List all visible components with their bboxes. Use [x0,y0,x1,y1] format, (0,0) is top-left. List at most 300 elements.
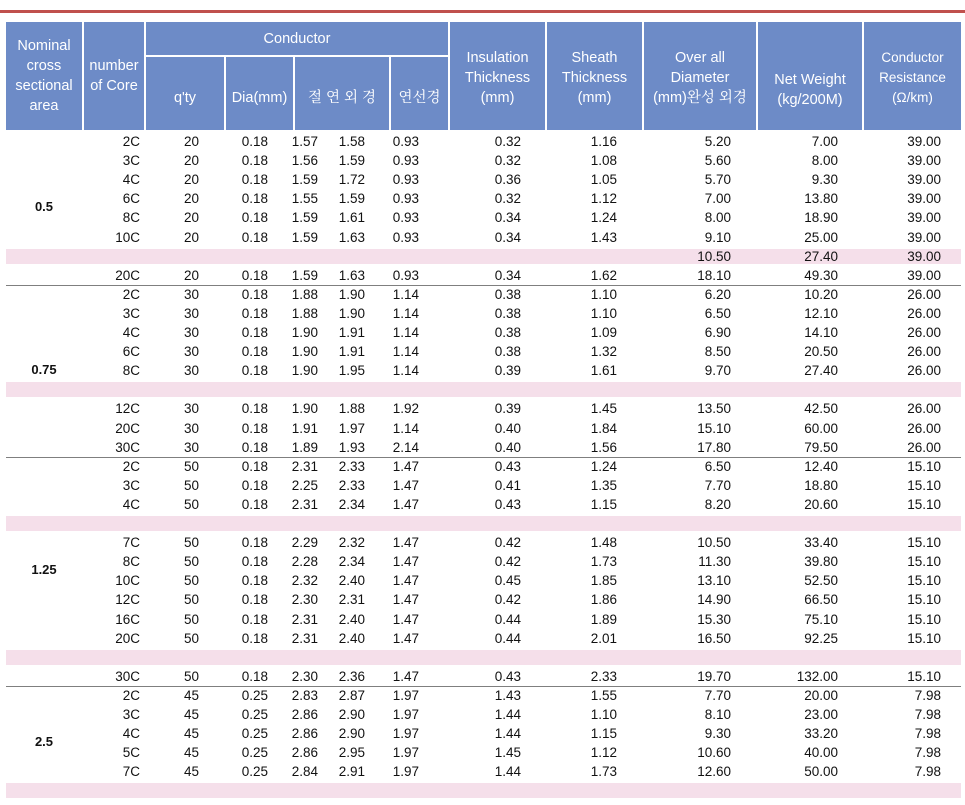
cell-insulation: 0.44 [494,630,521,646]
cell-qty: 50 [183,496,199,512]
cell-resistance: 26.00 [907,305,941,321]
cell-insul-od-a: 2.31 [291,458,318,474]
cell-weight: 20.50 [804,344,838,360]
cell-strand: 1.47 [392,477,419,493]
group-label: 0.5 [34,199,54,215]
cell-weight: 27.40 [804,248,838,264]
cell-insul-od-a: 1.59 [291,210,318,226]
cell-sheath: 2.33 [590,668,617,684]
cell-weight: 66.50 [804,592,838,608]
cell-dia: 0.25 [241,764,268,780]
cell-weight: 9.30 [811,172,838,188]
cell-dia: 0.18 [241,401,268,417]
cell-cores: 5C [122,745,140,761]
cell-overall: 8.20 [704,496,731,512]
cell-qty: 20 [183,267,199,283]
cell-qty: 20 [183,172,199,188]
cell-insul-od-b: 1.72 [338,172,365,188]
cell-insul-od-a: 1.89 [291,439,318,455]
header-weight: Net Weight (kg/200M) [774,72,846,108]
cell-strand: 1.97 [392,764,419,780]
group-label: 1.25 [31,562,57,578]
cell-insulation: 0.34 [494,267,521,283]
cell-sheath: 1.10 [590,305,617,321]
cell-overall: 5.70 [704,172,731,188]
cell-insul-od-a: 2.30 [291,668,318,684]
group-label: 0.75 [31,361,57,377]
cell-sheath: 1.12 [590,191,617,207]
cell-weight: 40.00 [804,745,838,761]
cell-cores: 2C [122,687,140,703]
group-label: 2.5 [34,734,54,750]
cell-dia: 0.18 [241,210,268,226]
cell-dia: 0.18 [241,191,268,207]
cell-cores: 30C [115,668,140,684]
cell-insul-od-b: 2.91 [338,764,365,780]
header-strand: 연선경 [398,89,441,106]
cell-dia: 0.18 [241,439,268,455]
cell-insulation: 0.42 [494,535,521,551]
cell-insulation: 0.42 [494,554,521,570]
cell-dia: 0.18 [241,305,268,321]
cell-dia: 0.25 [241,707,268,722]
cell-insul-od-a: 1.90 [291,344,318,360]
highlight-band [6,783,961,798]
cell-insul-od-a: 2.84 [291,764,318,780]
cell-insul-od-b: 1.63 [338,229,365,245]
cell-qty: 30 [183,401,199,417]
cell-weight: 18.90 [804,210,838,226]
cell-sheath: 1.24 [590,210,617,226]
cell-weight: 39.80 [804,554,838,570]
cell-dia: 0.18 [241,668,268,684]
cell-dia: 0.18 [241,153,268,169]
cell-resistance: 26.00 [907,363,941,379]
cell-sheath: 1.89 [590,611,617,627]
cell-overall: 9.10 [704,229,731,245]
highlight-band [6,516,961,531]
cell-insul-od-a: 2.31 [291,611,318,627]
cell-overall: 9.30 [704,726,731,742]
cell-weight: 49.30 [804,267,838,283]
cell-strand: 1.47 [392,573,419,589]
cell-qty: 45 [183,745,199,761]
cell-sheath: 1.10 [590,707,617,722]
header-sheath: Sheath Thickness (mm) [561,50,628,106]
cell-insulation: 0.32 [494,134,521,149]
cell-overall: 19.70 [697,668,731,684]
cell-insul-od-a: 2.30 [291,592,318,608]
cell-resistance: 26.00 [907,439,941,455]
cell-strand: 1.14 [392,286,419,302]
cell-insul-od-b: 1.90 [338,305,365,321]
cell-sheath: 1.85 [590,573,617,589]
cell-weight: 25.00 [804,229,838,245]
cell-qty: 30 [183,305,199,321]
cell-dia: 0.18 [241,573,268,589]
cell-resistance: 26.00 [907,344,941,360]
cell-dia: 0.18 [241,611,268,627]
cell-weight: 75.10 [804,611,838,627]
cell-sheath: 1.09 [590,325,617,340]
cell-overall: 18.10 [697,267,731,283]
cell-insul-od-a: 1.91 [291,420,318,436]
cell-insul-od-a: 2.29 [291,535,318,551]
cell-sheath: 1.35 [590,477,617,493]
cell-insulation: 1.44 [494,726,521,742]
cell-resistance: 26.00 [907,401,941,417]
cell-insulation: 0.42 [494,592,521,608]
cell-qty: 50 [183,554,199,570]
cell-strand: 1.47 [392,630,419,646]
header-insul-od: 절 연 외 경 [307,89,377,106]
cell-insulation: 0.39 [494,401,521,417]
cell-sheath: 1.15 [590,726,617,742]
cell-strand: 0.93 [392,153,419,169]
header-insulation: Insulation Thickness (mm) [464,50,531,106]
cell-dia: 0.18 [241,325,268,340]
cell-resistance: 39.00 [907,153,941,169]
cell-strand: 1.97 [392,707,419,722]
cell-insul-od-b: 2.31 [338,592,365,608]
cell-resistance: 39.00 [907,210,941,226]
cell-insulation: 0.38 [494,344,521,360]
cell-cores: 20C [115,630,140,646]
cell-overall: 8.50 [704,344,731,360]
cell-overall: 7.70 [704,687,731,703]
cell-strand: 0.93 [392,191,419,207]
header-resistance: Conductor Resistance (Ω/km) [879,50,946,105]
cell-dia: 0.18 [241,554,268,570]
cell-weight: 18.80 [804,477,838,493]
cell-insulation: 1.44 [494,707,521,722]
cell-cores: 20C [115,420,140,436]
cell-qty: 30 [183,344,199,360]
cell-resistance: 26.00 [907,286,941,302]
cell-sheath: 2.01 [590,630,617,646]
cell-cores: 8C [122,210,140,226]
cell-resistance: 39.00 [907,172,941,188]
cell-overall: 5.20 [704,134,731,149]
cell-sheath: 1.32 [590,344,617,360]
cell-resistance: 26.00 [907,325,941,340]
cell-dia: 0.18 [241,286,268,302]
cell-insul-od-a: 2.86 [291,745,318,761]
cell-cores: 7C [122,535,140,551]
cell-insul-od-b: 2.90 [338,726,365,742]
cell-cores: 10C [115,229,140,245]
cell-overall: 7.00 [704,191,731,207]
cell-insul-od-b: 2.40 [338,573,365,589]
cell-cores: 8C [122,554,140,570]
cell-insul-od-a: 2.28 [291,554,318,570]
cell-weight: 12.10 [804,305,838,321]
cell-sheath: 1.15 [590,496,617,512]
cell-resistance: 39.00 [907,248,941,264]
cell-insul-od-a: 1.88 [291,305,318,321]
cell-insulation: 0.36 [494,172,521,188]
cell-strand: 1.92 [392,401,419,417]
cell-qty: 45 [183,764,199,780]
cell-strand: 2.14 [392,439,419,455]
cell-cores: 2C [122,458,140,474]
cell-dia: 0.18 [241,535,268,551]
cell-insulation: 0.43 [494,496,521,512]
cell-qty: 30 [183,363,199,379]
cell-insul-od-a: 1.55 [291,191,318,207]
cell-overall: 7.70 [704,477,731,493]
cell-insul-od-b: 1.63 [338,267,365,283]
cell-weight: 20.00 [804,687,838,703]
cell-overall: 12.60 [697,764,731,780]
cell-qty: 50 [183,611,199,627]
cell-cores: 4C [122,172,140,188]
cell-weight: 42.50 [804,401,838,417]
cell-strand: 1.47 [392,535,419,551]
cell-insulation: 0.32 [494,153,521,169]
cell-strand: 1.47 [392,554,419,570]
cell-cores: 20C [115,267,140,283]
cell-cores: 12C [115,592,140,608]
cell-dia: 0.18 [241,134,268,149]
cell-insul-od-b: 1.59 [338,153,365,169]
cell-dia: 0.25 [241,726,268,742]
cell-dia: 0.25 [241,687,268,703]
cell-insulation: 0.43 [494,458,521,474]
cell-insul-od-b: 1.58 [338,134,365,149]
cell-insulation: 0.41 [494,477,521,493]
cell-dia: 0.18 [241,420,268,436]
cell-resistance: 26.00 [907,420,941,436]
cell-weight: 50.00 [804,764,838,780]
cell-cores: 6C [122,191,140,207]
header-overall: Over all Diameter (mm)완성 외경 [653,50,747,106]
cell-weight: 92.25 [804,630,838,646]
cell-insul-od-b: 2.34 [338,496,365,512]
cell-overall: 10.50 [697,535,731,551]
cell-strand: 1.97 [392,687,419,703]
cell-resistance: 7.98 [914,707,941,722]
cell-strand: 1.14 [392,420,419,436]
cell-sheath: 1.45 [590,401,617,417]
cell-dia: 0.18 [241,458,268,474]
cell-weight: 33.40 [804,535,838,551]
cell-insulation: 0.38 [494,325,521,340]
cell-overall: 8.00 [704,210,731,226]
cell-overall: 6.50 [704,305,731,321]
cell-strand: 1.14 [392,325,419,340]
top-rule [0,10,965,13]
cell-resistance: 39.00 [907,229,941,245]
cell-insul-od-b: 2.34 [338,554,365,570]
cell-sheath: 1.12 [590,745,617,761]
cell-qty: 30 [183,439,199,455]
cell-overall: 17.80 [697,439,731,455]
header-dia: Dia(mm) [231,89,288,106]
cell-sheath: 1.61 [590,363,617,379]
cell-overall: 6.50 [704,458,731,474]
cell-cores: 30C [115,439,140,455]
cell-insul-od-a: 1.90 [291,401,318,417]
cell-insulation: 1.44 [494,764,521,780]
cell-insul-od-a: 1.57 [291,134,318,149]
cell-resistance: 15.10 [907,611,941,627]
cell-overall: 16.50 [697,630,731,646]
cell-qty: 50 [183,458,199,474]
cell-dia: 0.18 [241,630,268,646]
cell-insulation: 0.39 [494,363,521,379]
cell-qty: 50 [183,592,199,608]
header-conductor: Conductor [263,31,331,47]
cell-qty: 20 [183,229,199,245]
cell-overall: 13.50 [697,401,731,417]
cell-weight: 12.40 [804,458,838,474]
cell-insul-od-b: 1.95 [338,363,365,379]
cell-cores: 3C [122,153,140,169]
cell-insul-od-a: 2.32 [291,573,318,589]
cell-resistance: 15.10 [907,668,941,684]
cell-insul-od-b: 2.33 [338,477,365,493]
cell-strand: 1.47 [392,668,419,684]
cell-weight: 79.50 [804,439,838,455]
cell-dia: 0.18 [241,267,268,283]
cell-dia: 0.25 [241,745,268,761]
cell-overall: 11.30 [698,554,731,570]
cell-insul-od-b: 2.33 [338,458,365,474]
cell-sheath: 1.08 [590,153,617,169]
cell-resistance: 15.10 [907,592,941,608]
cell-overall: 10.50 [697,248,731,264]
cell-insul-od-b: 1.91 [338,325,365,340]
cell-qty: 50 [183,573,199,589]
cell-cores: 7C [122,764,140,780]
cell-strand: 0.93 [392,172,419,188]
cell-strand: 1.97 [392,745,419,761]
cell-cores: 3C [122,707,140,722]
cell-sheath: 1.24 [590,458,617,474]
cell-qty: 30 [183,286,199,302]
cell-weight: 60.00 [804,420,838,436]
cell-cores: 10C [115,573,140,589]
cell-qty: 50 [183,630,199,646]
cell-insul-od-b: 1.90 [338,286,365,302]
cell-insulation: 0.40 [494,420,521,436]
cell-insul-od-b: 2.32 [338,535,365,551]
cell-qty: 20 [183,210,199,226]
cell-sheath: 1.56 [590,439,617,455]
cell-insul-od-a: 2.83 [291,687,318,703]
cell-insul-od-a: 1.90 [291,325,318,340]
cell-sheath: 1.73 [590,554,617,570]
cell-sheath: 1.16 [590,134,617,149]
cell-insulation: 0.34 [494,229,521,245]
cell-insul-od-b: 1.97 [338,420,365,436]
cell-weight: 132.00 [796,668,838,684]
cell-insul-od-a: 2.86 [291,707,318,722]
cell-insul-od-a: 2.31 [291,630,318,646]
cell-insul-od-a: 1.59 [291,229,318,245]
cell-cores: 3C [122,305,140,321]
cell-insulation: 0.45 [494,573,521,589]
cell-insul-od-b: 1.91 [338,344,365,360]
cell-sheath: 1.43 [590,229,617,245]
header-cores: number of Core [89,58,139,94]
cell-insulation: 0.40 [494,439,521,455]
cell-strand: 1.47 [392,592,419,608]
cell-resistance: 15.10 [907,535,941,551]
cell-weight: 10.20 [804,286,838,302]
cell-qty: 50 [183,477,199,493]
cell-sheath: 1.84 [590,420,617,436]
cell-insulation: 1.43 [494,687,521,703]
cell-weight: 13.80 [804,191,838,207]
cell-insul-od-a: 1.90 [291,363,318,379]
cell-dia: 0.18 [241,477,268,493]
cell-dia: 0.18 [241,172,268,188]
cell-insul-od-a: 1.59 [291,267,318,283]
cell-overall: 10.60 [697,745,731,761]
cell-insul-od-b: 1.93 [338,439,365,455]
highlight-band [6,650,961,665]
cell-dia: 0.18 [241,363,268,379]
cell-weight: 8.00 [811,153,838,169]
cell-strand: 0.93 [392,267,419,283]
cell-cores: 4C [122,325,140,340]
cell-strand: 1.14 [392,344,419,360]
cell-sheath: 1.86 [590,592,617,608]
cell-strand: 0.93 [392,134,419,149]
cell-resistance: 15.10 [907,477,941,493]
cell-insul-od-a: 1.56 [291,153,318,169]
cell-qty: 45 [183,687,199,703]
cell-insulation: 0.43 [494,668,521,684]
cell-insul-od-b: 2.87 [338,687,365,703]
cell-insul-od-b: 1.59 [338,191,365,207]
cell-insulation: 1.45 [494,745,521,761]
cell-qty: 20 [183,153,199,169]
cell-insul-od-b: 1.88 [338,401,365,417]
cell-resistance: 15.10 [907,573,941,589]
cell-weight: 33.20 [804,726,838,742]
cell-resistance: 15.10 [907,458,941,474]
cell-insul-od-b: 2.40 [338,611,365,627]
cell-sheath: 1.55 [590,687,617,703]
cell-overall: 14.90 [697,592,731,608]
cell-sheath: 1.48 [590,535,617,551]
cell-qty: 30 [183,325,199,340]
cell-resistance: 7.98 [914,764,941,780]
cell-dia: 0.18 [241,229,268,245]
cell-sheath: 1.10 [590,286,617,302]
cell-qty: 20 [183,134,199,149]
cell-insul-od-b: 2.40 [338,630,365,646]
cell-weight: 7.00 [811,134,838,149]
cell-insulation: 0.38 [494,286,521,302]
cell-strand: 1.47 [392,611,419,627]
cell-strand: 0.93 [392,210,419,226]
cell-cores: 2C [122,134,140,149]
cell-weight: 20.60 [804,496,838,512]
cell-strand: 0.93 [392,229,419,245]
cell-cores: 3C [122,477,140,493]
cell-cores: 2C [122,286,140,302]
cell-insul-od-b: 2.36 [338,668,365,684]
cell-qty: 50 [183,668,199,684]
cell-cores: 8C [122,363,140,379]
cell-dia: 0.18 [241,344,268,360]
cell-sheath: 1.73 [590,764,617,780]
cell-qty: 20 [183,191,199,207]
